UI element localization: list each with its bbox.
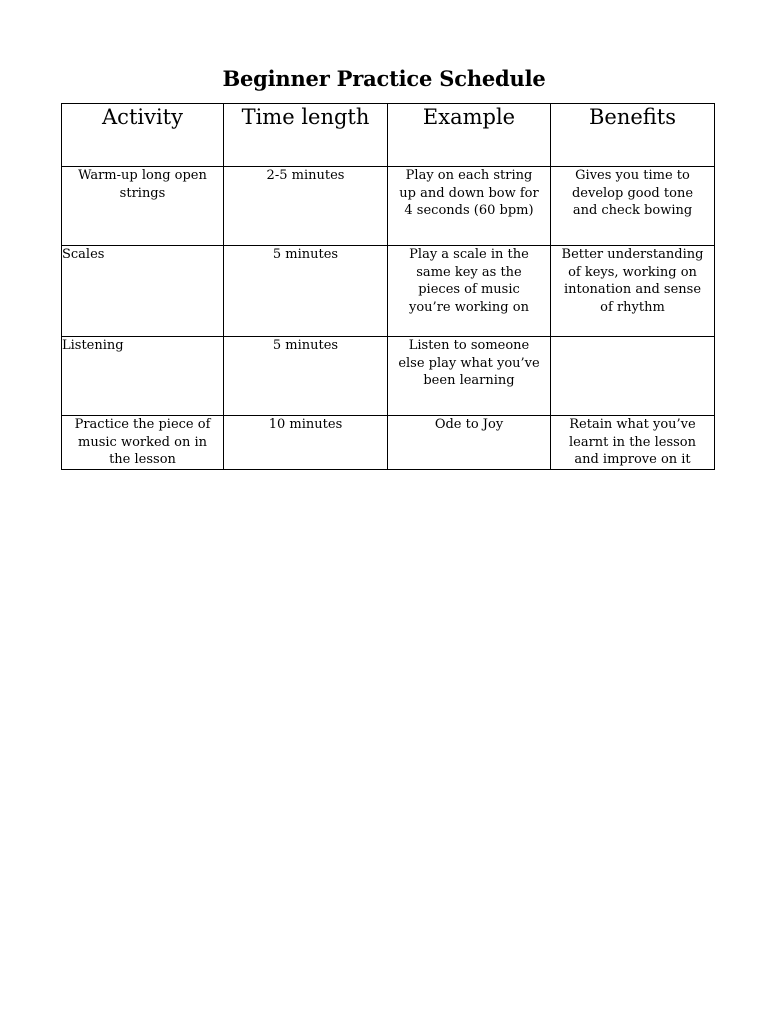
cell-benefits: Retain what you’ve learnt in the lesson and improve on it — [551, 416, 715, 470]
header-example: Example — [388, 104, 551, 167]
cell-benefits: Better understanding of keys, working on intonation and sense of rhythm — [551, 246, 715, 337]
cell-activity: Practice the piece of music worked on in the lesson — [62, 416, 224, 470]
cell-activity: Listening — [62, 337, 224, 416]
page-title: Beginner Practice Schedule — [222, 66, 546, 91]
practice-schedule-table — [61, 103, 715, 470]
cell-activity: Scales — [62, 246, 224, 337]
table-header-row — [62, 104, 715, 167]
cell-example: Play on each string up and down bow for 4 seconds (60 bpm) — [388, 167, 551, 246]
table-row — [62, 167, 715, 246]
table-row — [62, 337, 715, 416]
header-activity: Activity — [62, 104, 224, 167]
cell-benefits: Gives you time to develop good tone and check bowing — [551, 167, 715, 246]
cell-example: Ode to Joy — [388, 416, 551, 470]
table-row — [62, 246, 715, 337]
cell-time: 5 minutes — [224, 246, 388, 337]
cell-example: Listen to someone else play what you’ve been learning — [388, 337, 551, 416]
cell-time: 5 minutes — [224, 337, 388, 416]
cell-time: 2-5 minutes — [224, 167, 388, 246]
cell-time: 10 minutes — [224, 416, 388, 470]
header-benefits: Benefits — [551, 104, 715, 167]
header-time-length: Time length — [224, 104, 388, 167]
cell-example: Play a scale in the same key as the pieces of music you’re working on — [388, 246, 551, 337]
cell-benefits — [551, 337, 715, 416]
table-row — [62, 416, 715, 470]
cell-activity: Warm-up long open strings — [62, 167, 224, 246]
